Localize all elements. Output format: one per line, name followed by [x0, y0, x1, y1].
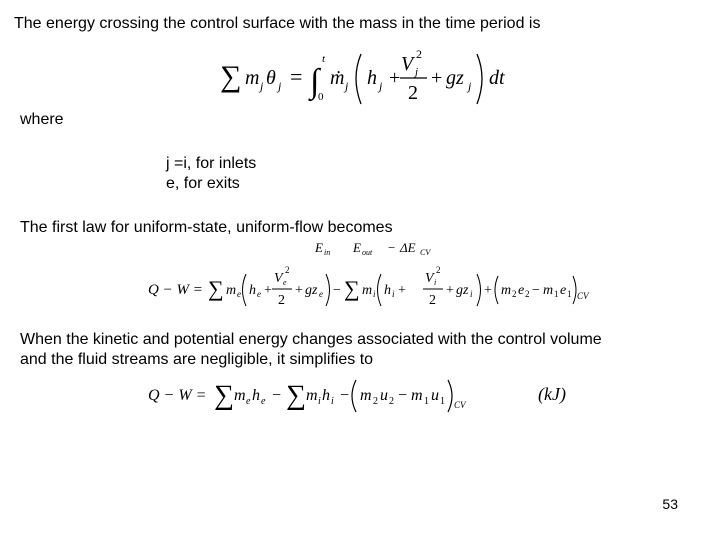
simplify-text-line-2: and the fluid streams are negligible, it simplifies to [20, 351, 374, 368]
eq2-m-i-sub: i [373, 289, 376, 299]
eq2-sum-exits: ∑ [208, 276, 224, 301]
eq2-paren-1-open [243, 274, 247, 306]
eq2-h-e-sub: e [257, 289, 261, 299]
eq2-paren-3-open [495, 276, 498, 304]
eq2-e2-sub: 2 [525, 289, 530, 299]
eq2-m2: m [501, 283, 512, 298]
eq2-m1-sub: 1 [554, 289, 559, 299]
eq2-m-i: m [362, 283, 373, 298]
j-definition-inlets: j =i, for inlets [166, 155, 257, 172]
eq1-velocity: V [401, 53, 414, 75]
eq3-cv-sub: CV [454, 400, 466, 410]
eq3-m1: m [411, 387, 423, 404]
eq3-minus: − [272, 387, 282, 404]
eq2-sum-inlets: ∑ [344, 276, 360, 301]
eq2-minus: − [333, 283, 341, 298]
eq3-paren-open [352, 380, 356, 412]
eq2-denominator-2: 2 [429, 293, 436, 308]
eq3-m2-sub: 2 [373, 396, 378, 407]
eq2-v-e: V [274, 271, 283, 286]
eq2-paren-2-close [477, 274, 481, 306]
eq1-dt: dt [489, 67, 505, 89]
eq3-paren-close [448, 380, 452, 412]
eq2-h-i: h [384, 283, 391, 298]
eq3-m-e: m [234, 387, 246, 404]
eq2-plus-b: + [295, 283, 303, 298]
eq1-right-paren [477, 54, 482, 104]
eq2-cv-sub: CV [577, 291, 589, 301]
eq2-v-e-sub: e [283, 278, 287, 287]
first-law-text: The first law for uniform-state, uniform-flow becomes [20, 219, 393, 236]
eq2-m-e-sub: e [237, 289, 241, 299]
eq1-theta: θ [266, 67, 276, 89]
eq2-plus-a: + [264, 283, 272, 298]
eq1-equals: = [290, 64, 303, 89]
eq2-gz-e-sub: e [319, 289, 323, 299]
eq2-paren-1-close [326, 274, 330, 306]
eq2-h-e: h [249, 283, 256, 298]
eq3-u1-sub: 1 [440, 396, 445, 407]
eq1-gz-sub: j [468, 79, 472, 93]
simplified-equation [148, 374, 588, 418]
eq3-u2: u [380, 387, 388, 404]
eq1-h: h [367, 67, 377, 89]
eq3-m-e-sub: e [246, 396, 251, 407]
eq1-m-sub: j [260, 79, 264, 93]
eq3-h-e-sub: e [261, 396, 266, 407]
eq1-upper-limit: t [322, 53, 326, 65]
eq3-sum-inlets: ∑ [286, 380, 306, 411]
eq2-plus-d: + [446, 283, 454, 298]
eq1-mdot: ṁ [330, 67, 345, 89]
eq2-v-i: V [425, 271, 434, 286]
eq2-label-ein: E [315, 240, 323, 255]
eq3-m1-sub: 1 [424, 396, 429, 407]
eq2-minus-2: − [532, 283, 540, 298]
eq2-q-minus-w: Q − W = [148, 282, 203, 298]
eq3-u2-sub: 2 [389, 396, 394, 407]
where-label: where [20, 111, 64, 128]
eq2-e1: e [560, 283, 567, 298]
eq3-m2: m [360, 387, 372, 404]
eq2-gz-i: gz [456, 283, 469, 298]
eq2-gz-i-sub: i [470, 289, 473, 299]
eq2-m-e: m [226, 283, 237, 298]
eq2-paren-2-open [378, 274, 382, 306]
eq2-v-i-sub: i [434, 278, 437, 287]
eq2-v-e-sup: 2 [285, 265, 290, 275]
first-law-equation [148, 238, 608, 314]
eq2-m2-sub: 2 [512, 289, 517, 299]
eq3-u1: u [431, 387, 439, 404]
eq3-h-i: h [322, 387, 330, 404]
eq2-label-minus: − [388, 240, 396, 255]
page-number: 53 [662, 496, 678, 512]
eq2-e2: e [518, 283, 525, 298]
j-definition-exits: e, for exits [166, 175, 240, 192]
eq3-minus-2: − [340, 387, 350, 404]
eq3-h-e: h [252, 387, 260, 404]
eq2-v-i-sup: 2 [436, 265, 441, 275]
eq1-gz: gz [446, 67, 464, 89]
eq2-plus-c: + [398, 283, 406, 298]
eq3-sum-exits: ∑ [214, 380, 234, 411]
eq1-plus-1: + [389, 67, 401, 89]
eq2-e1-sub: 1 [567, 289, 572, 299]
eq2-h-i-sub: i [392, 289, 395, 299]
eq2-label-eout-sub: out [362, 248, 373, 257]
eq3-m-i-sub: i [318, 396, 321, 407]
eq1-left-paren [356, 54, 361, 104]
eq2-label-delta-sub: CV [420, 248, 431, 257]
eq1-lower-limit: 0 [318, 91, 324, 103]
eq1-integral: ∫ [310, 63, 320, 100]
eq2-m1: m [543, 283, 554, 298]
eq3-q-minus-w: Q − W = [148, 387, 207, 404]
eq1-plus-2: + [431, 67, 443, 89]
eq2-gz-e: gz [305, 283, 318, 298]
eq1-h-sub: j [379, 79, 383, 93]
eq2-paren-3-close [573, 276, 576, 304]
intro-text: The energy crossing the control surface with the mass in the time period is [14, 15, 541, 32]
eq2-label-eout: E [353, 240, 361, 255]
eq2-label-delta: ΔE [400, 240, 416, 255]
eq2-denominator-1: 2 [278, 293, 285, 308]
energy-crossing-equation [215, 44, 515, 108]
eq3-h-i-sub: i [331, 396, 334, 407]
eq3-minus-3: − [398, 387, 408, 404]
eq3-m-i: m [306, 387, 318, 404]
eq3-units: (kJ) [538, 384, 566, 404]
eq1-velocity-sup: 2 [416, 47, 422, 61]
eq1-theta-sub: j [278, 79, 282, 93]
eq1-sum-symbol: ∑ [220, 60, 242, 93]
eq1-denominator: 2 [408, 82, 418, 104]
eq2-plus: + [484, 283, 492, 298]
simplify-text-line-1: When the kinetic and potential energy changes associated with the control volume [20, 331, 602, 348]
eq1-mdot-sub: j [345, 79, 349, 93]
eq2-label-ein-sub: in [324, 248, 331, 257]
eq1-m: m [245, 67, 260, 89]
eq1-velocity-sub: j [415, 66, 419, 78]
